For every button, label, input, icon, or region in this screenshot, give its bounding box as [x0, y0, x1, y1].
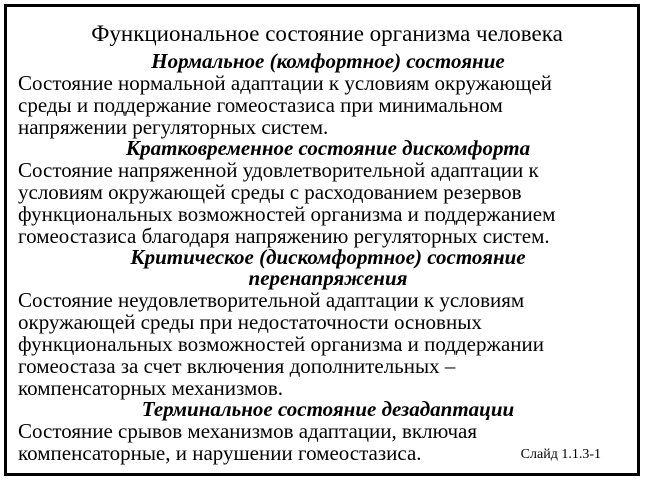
section-heading: Кратковременное состояние дискомфорта — [125, 136, 531, 160]
section-normal-state — [18, 51, 638, 138]
slide-number-label: Слайд 1.1.3-1 — [520, 447, 601, 462]
slide-content — [18, 51, 638, 464]
section-heading: Критическое (дискомфортное) состояние перенапряжения — [130, 245, 526, 290]
section-text: Состояние нормальной адаптации к условиям окружающей среды и поддержание гомеостазиса при минимальном напряжении регуляторных систем. — [18, 71, 552, 139]
section-heading: Нормальное (комфортное) состояние — [151, 49, 505, 73]
slide-frame — [4, 4, 640, 476]
section-critical-state — [18, 247, 638, 399]
section-text: Состояние неудовлетворительной адаптации к условиям окружающей среды при недостаточности основных функциональных возможностей организма и поддержании гомеостаза за счет включения дополнительных – компенсаторных механизмов. — [18, 288, 544, 400]
slide-title: Функциональное состояние организма человека — [91, 21, 563, 46]
section-text: Состояние напряженной удовлетворительной адаптации к условиям окружающей среды с расходованием резервов функциональных возможностей организма и поддержанием гомеостазиса благодаря напряжению регуляторных систем. — [18, 158, 556, 248]
section-heading: Терминальное состояние дезадаптации — [141, 397, 515, 421]
section-short-term-discomfort — [18, 138, 638, 247]
section-text: Состояние срывов механизмов адаптации, включая компенсаторные, и нарушении гомеостазиса. — [18, 419, 478, 465]
